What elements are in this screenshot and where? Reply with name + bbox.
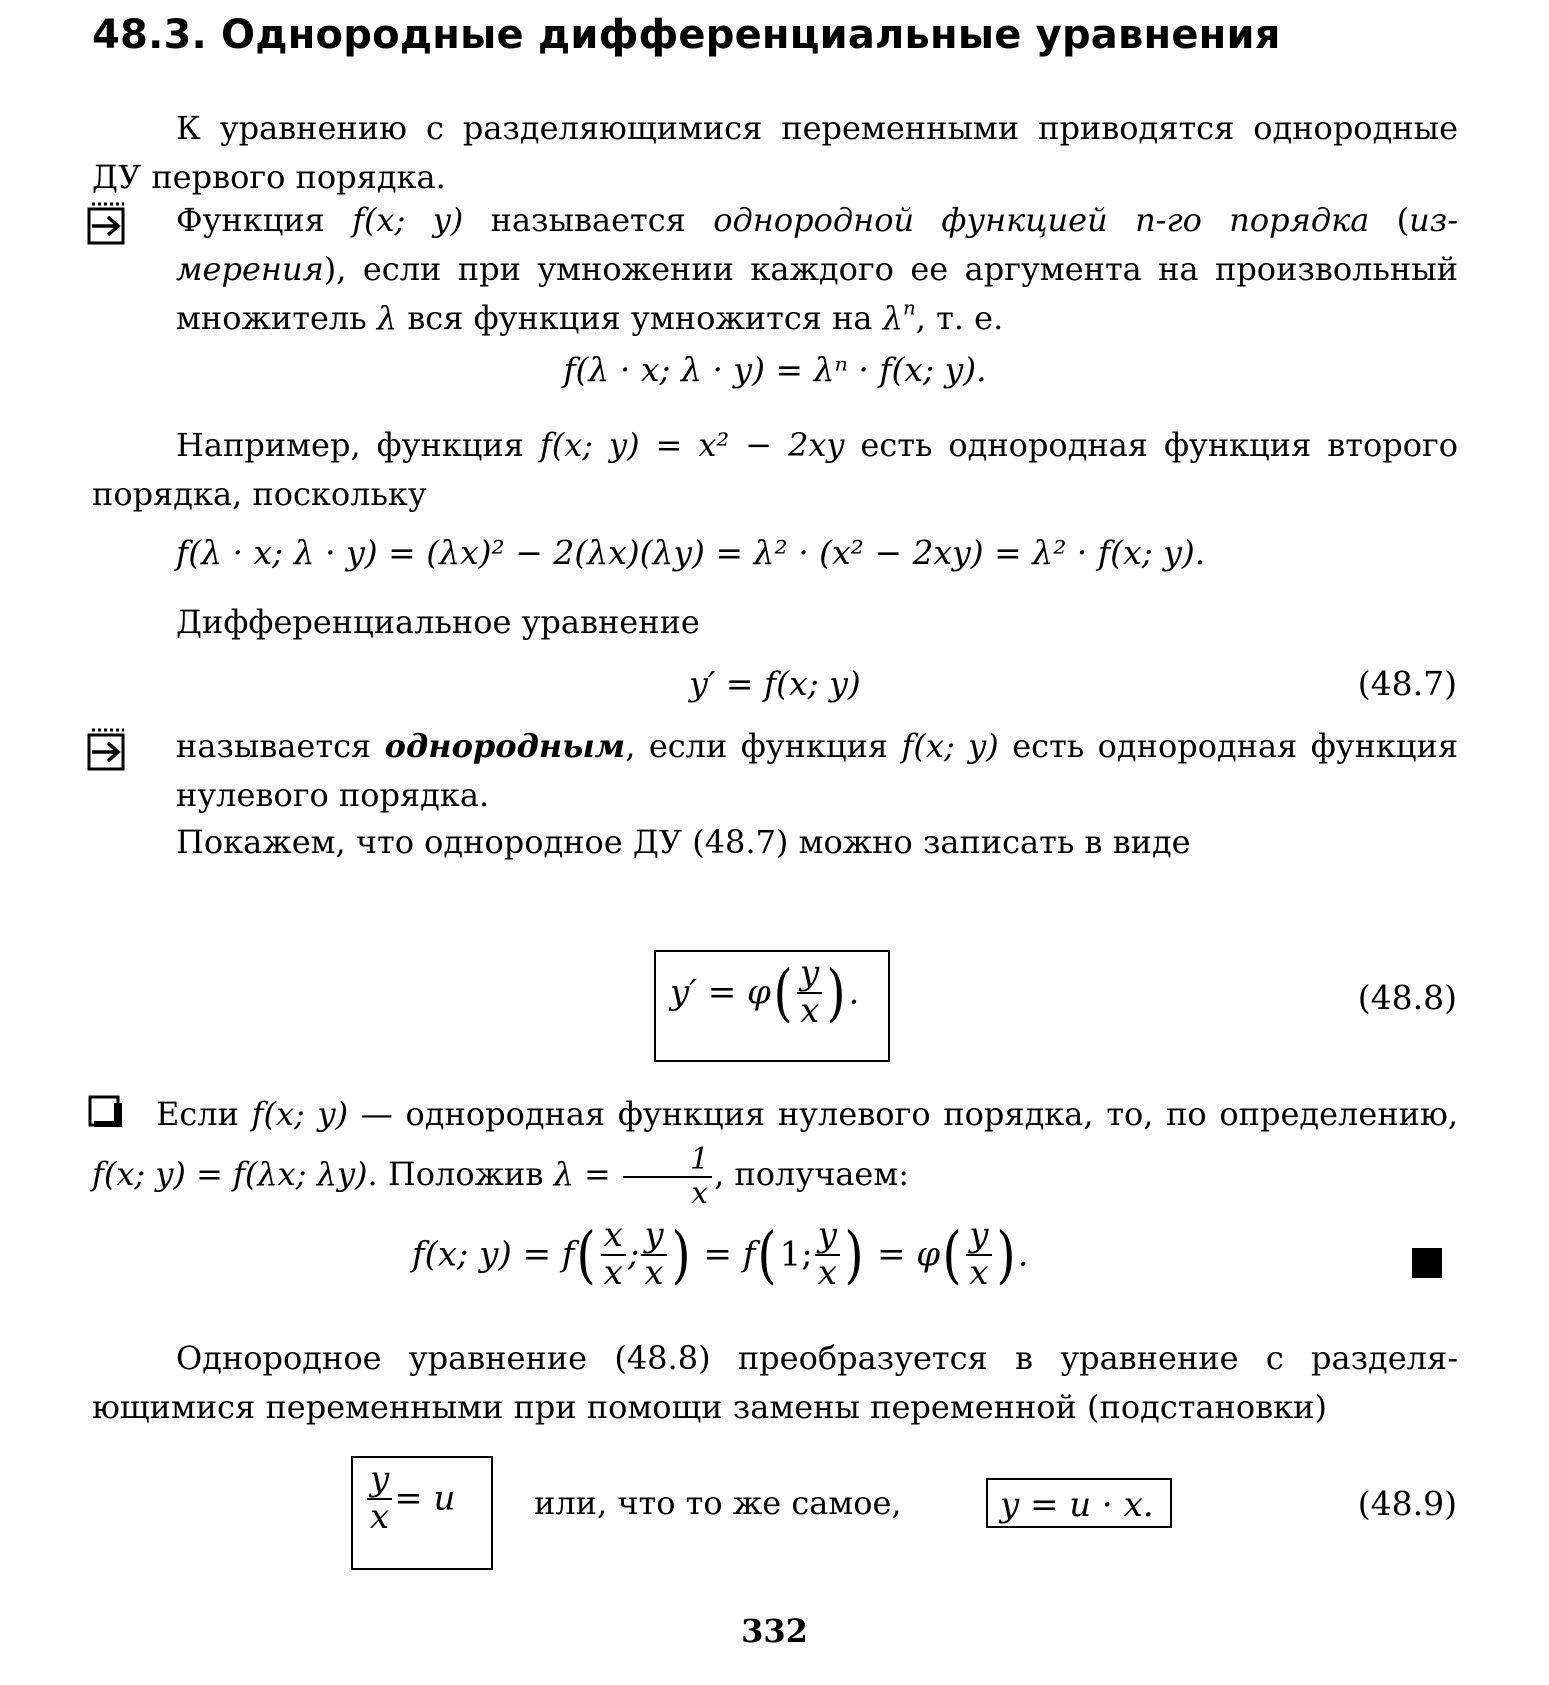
diffeq-label: Дифференциальное уравнение <box>176 603 700 641</box>
page-number: 332 <box>741 1612 808 1650</box>
section-title: 48.3. Однородные дифференциальные уравнения <box>92 12 1281 58</box>
equation-homogeneity: f(λ · x; λ · y) = λⁿ · f(x; y). <box>563 350 987 389</box>
equation-example: f(λ · x; λ · y) = (λx)² − 2(λx)(λy) = λ² · (x² − 2xy) = λ² · f(x; y). <box>176 533 1206 572</box>
substitution-alt-boxed: y = u · x. <box>986 1478 1172 1528</box>
proof-paragraph: Если f(x; y) — однородная функция нулевого порядка, то, по определению, f(x; y) = f(λx; λy). Положив λ = $\frac{1}{x}$ , получаем: <box>92 1095 1459 1211</box>
show-paragraph: Покажем, что однородное ДУ (48.7) можно записать в виде <box>176 823 1191 861</box>
equation-number-48-8: (48.8) <box>1357 978 1457 1017</box>
equation-number-48-7: (48.7) <box>1357 664 1457 703</box>
intro-paragraph: К уравнению с разделяющимися переменными приводятся однородные ДУ первого порядка. <box>92 109 1458 196</box>
substitution-or-text: или, что то же самое, <box>534 1484 902 1522</box>
qed-square-icon <box>1412 1248 1442 1278</box>
equation-proof: f(x; y) = f( $\frac{x}{x}$ ; $\frac{y}{x}$ ) = f(1; $\frac{y}{x}$ ) = φ( $\frac{y}{x}$ ). <box>412 1215 1029 1293</box>
definition-homogeneous-function: Функция f(x; y) называется однородной функцией n-го порядка (измерения), если при умножении каждого ее аргумента на произвольный множитель λ вся функция умножится на $\lambda^n$, т. е. <box>176 201 1459 337</box>
definition-homogeneous-equation: называется однородным, если функция f(x; y) есть однородная функция нулевого порядка. <box>176 727 1459 814</box>
substitution-boxed: $\frac{y}{x}$ = u <box>351 1456 493 1570</box>
example-paragraph: Например, функция f(x; y) = x² − 2xy есть однородная функция второго порядка, поскольку <box>92 426 1459 513</box>
transform-paragraph: Однородное уравнение (48.8) преобразуется в уравнение с разделяющимися переменными при помощи замены переменной (подстановки) <box>92 1339 1458 1426</box>
equation-number-48-9: (48.9) <box>1357 1484 1457 1523</box>
equation-48-8-boxed: y′ = φ( $\frac{y}{x}$ ). <box>654 950 890 1062</box>
equation-48-7: y′ = f(x; y) <box>689 664 861 703</box>
